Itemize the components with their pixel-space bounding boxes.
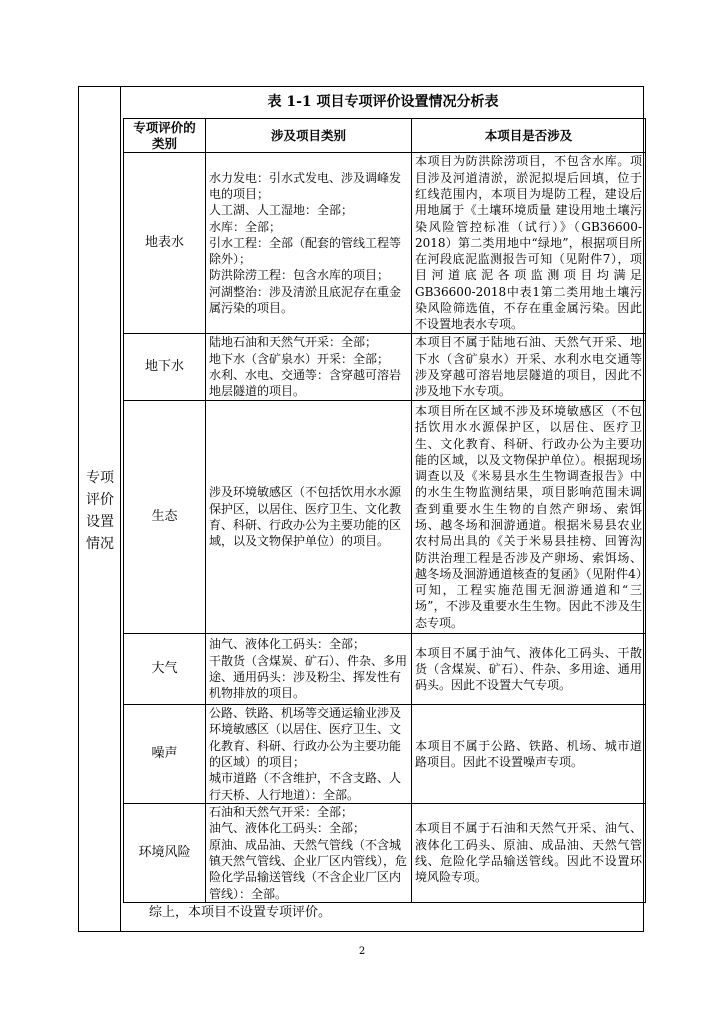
conclusion-text: 综上，本项目不设置专项评价。 xyxy=(149,905,332,920)
side-label-line: 专项 xyxy=(86,470,114,486)
type-item: 水利、水电、交通等：含穿越可溶岩地层隧道的项目。 xyxy=(209,368,402,399)
type-item: 河湖整治：涉及清淤且底泥存在重金属污染的项目。 xyxy=(209,284,402,316)
category-cell: 地下水 xyxy=(124,334,206,401)
type-item: 水力发电：引水式发电、涉及调峰发电的项目； xyxy=(209,170,402,201)
types-cell xyxy=(206,334,412,401)
types-cell xyxy=(206,634,412,705)
table-title: 表 1-1 项目专项评价设置情况分析表 xyxy=(267,94,499,110)
type-item: 城市道路（不含维护，不含支路、人行天桥、人行地道）：全部。 xyxy=(209,771,402,802)
evaluation-cell: 本项目不属于油气、液体化工码头、干散货（含煤炭、矿石）、件杂、多用途、通用码头。因此不设置大气专项。 xyxy=(412,634,646,705)
header-category: 专项评价的类别 xyxy=(124,119,206,153)
category-cell: 环境风险 xyxy=(124,804,206,903)
type-item: 公路、铁路、机场等交通运输业涉及环境敏感区（以居住、医疗卫生、文化教育、科研、行政办公为主要功能的区域）的项目； xyxy=(209,706,402,769)
evaluation-table xyxy=(123,118,646,903)
evaluation-cell: 本项目所在区域不涉及环境敏感区（不包括饮用水水源保护区，以居住、医疗卫生、文化教育、科研、行政办公为主要功能的区域，以及文物保护单位）。根据现场调查以及《米易县水生生物调查报告》中的水生生物监测结果，项目影响范围未调查到重要水生生物的自然产卵场、索饵场、越冬场和洄游通道。根据米易县农业农村局出具的《关于米易县挂榜、回箐沟防洪治理工程是否涉及产卵场、索饵场、越冬场及洄游通道核查的复函》（见附件4）可知，工程实施范围无洄游通道和“三场”，不涉及重要水生生物。因此不涉及生态专项。 xyxy=(412,401,646,634)
header-types: 涉及项目类别 xyxy=(206,119,412,153)
types-cell xyxy=(206,705,412,804)
side-label xyxy=(79,467,121,555)
header-row xyxy=(124,119,646,153)
side-column xyxy=(79,87,121,931)
side-label-line: 评价 xyxy=(86,492,114,508)
evaluation-cell: 本项目不属于石油和天然气开采、油气、液体化工码头、原油、成品油、天然气管线、危险化学品输送管线。因此不设置环境风险专项。 xyxy=(412,804,646,903)
table-row xyxy=(124,334,646,401)
type-item: 石油和天然气开采：全部； xyxy=(209,805,354,820)
category-cell: 地表水 xyxy=(124,153,206,334)
types-cell xyxy=(206,804,412,903)
table-row xyxy=(124,153,646,334)
type-item: 油气、液体化工码头：全部； xyxy=(209,821,366,836)
table-row xyxy=(124,705,646,804)
table-row xyxy=(124,401,646,634)
type-item: 干散货（含煤炭、矿石）、件杂、多用途、通用码头：涉及粉尘、挥发性有机物排放的项目。 xyxy=(209,653,408,701)
side-label-line: 情况 xyxy=(86,536,114,552)
type-item: 陆地石油和天然气开采：全部； xyxy=(209,335,378,350)
table-row xyxy=(124,804,646,903)
evaluation-cell: 本项目不属于陆地石油、天然气开采、地下水（含矿泉水）开采、水利水电交通等涉及穿越可溶岩地层隧道的项目，因此不涉及地下水专项。 xyxy=(412,334,646,401)
category-cell: 噪声 xyxy=(124,705,206,804)
types-cell xyxy=(206,153,412,334)
table-row xyxy=(124,634,646,705)
evaluation-cell: 本项目不属于公路、铁路、机场、城市道路项目。因此不设置噪声专项。 xyxy=(412,705,646,804)
side-label-line: 设置 xyxy=(86,514,114,530)
types-cell xyxy=(206,401,412,634)
type-item: 涉及环境敏感区（不包括饮用水水源保护区，以居住、医疗卫生、文化教育、科研、行政办公为主要功能的区域，以及文物保护单位）的项目。 xyxy=(209,485,402,549)
header-involved: 本项目是否涉及 xyxy=(412,119,646,153)
type-item: 人工湖、人工湿地：全部； xyxy=(209,203,354,218)
evaluation-cell: 本项目为防洪除涝项目，不包含水库。项目涉及河道清淤，淤泥拟堤后回填，位于红线范围内，本项目为堤防工程，建设后用地属于《土壤环境质量 建设用地土壤污染风险管控标准（试行）》（GB36600-2018）第二类用地中“绿地”，根据项目所在河段底泥监测报告可知（见附件7），项目河道底泥各项监测项目均满足GB36600-2018中表1第二类用地土壤污染风险筛选值，不存在重金属污染。因此不设置地表水专项。 xyxy=(412,153,646,334)
type-item: 引水工程：全部（配套的管线工程等除外）； xyxy=(209,235,402,267)
category-cell: 大气 xyxy=(124,634,206,705)
category-cell: 生态 xyxy=(124,401,206,634)
outer-table xyxy=(78,86,644,932)
type-item: 水库：全部； xyxy=(209,219,282,234)
page-number: 2 xyxy=(358,946,366,957)
type-item: 原油、成品油、天然气管线（不含城镇天然气管线、企业厂区内管线），危险化学品输送管线（不含企业厂区内管线）：全部。 xyxy=(209,837,408,901)
type-item: 地下水（含矿泉水）开采：全部； xyxy=(209,351,390,366)
type-item: 防洪除涝工程：包含水库的项目； xyxy=(209,268,390,283)
type-item: 油气、液体化工码头：全部； xyxy=(209,637,366,652)
